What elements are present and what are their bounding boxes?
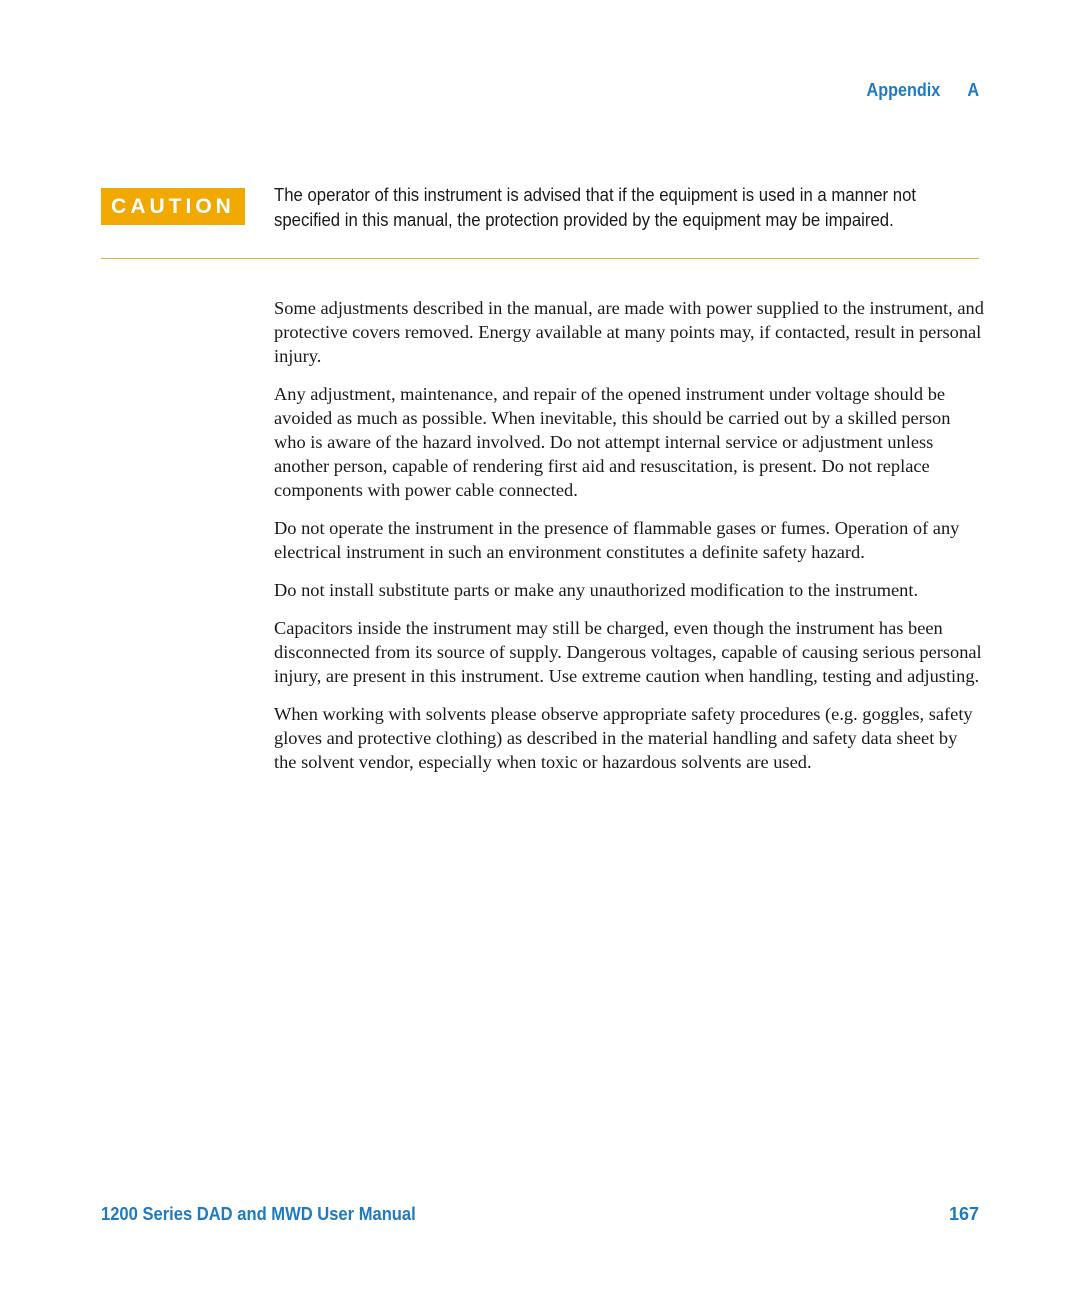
- divider: [101, 258, 979, 259]
- page-header: [866, 80, 979, 101]
- header-section: Appendix: [866, 80, 941, 100]
- header-letter: A: [967, 80, 979, 100]
- paragraph: Capacitors inside the instrument may still be charged, even though the instrument has been disconnected from its source of supply. Dangerous voltages, capable of causing serious personal injury, are present in this instrument. Use extreme caution when handling, testing and adjusting.: [274, 618, 982, 686]
- paragraph: When working with solvents please observe appropriate safety procedures (e.g. goggles, safety gloves and protective clothing) as described in the material handling and safety data sheet by the solvent vendor, especially when toxic or hazardous solvents are used.: [274, 704, 973, 772]
- manual-title: 1200 Series DAD and MWD User Manual: [101, 1204, 416, 1224]
- paragraph: Any adjustment, maintenance, and repair of the opened instrument under voltage should be avoided as much as possible. When inevitable, this should be carried out by a skilled person who is aware of the hazard involved. Do not attempt internal service or adjustment unless another person, capable of rendering first aid and resuscitation, is present. Do not replace components with power cable connected.: [274, 384, 951, 500]
- paragraph: Do not operate the instrument in the presence of flammable gases or fumes. Operation of any electrical instrument in such an environment constitutes a definite safety hazard.: [274, 518, 960, 562]
- paragraph: Do not install substitute parts or make any unauthorized modification to the instrument.: [274, 580, 919, 600]
- paragraph: Some adjustments described in the manual, are made with power supplied to the instrument, and protective covers removed. Energy available at many points may, if contacted, result in personal injury.: [274, 298, 984, 366]
- caution-badge: CAUTION: [101, 188, 245, 225]
- body-text: [274, 296, 984, 788]
- page-number: 167: [948, 1204, 979, 1224]
- caution-text: The operator of this instrument is advised that if the equipment is used in a manner not specified in this manual, the protection provided by the equipment may be impaired.: [274, 185, 917, 230]
- page-footer: [101, 1204, 979, 1225]
